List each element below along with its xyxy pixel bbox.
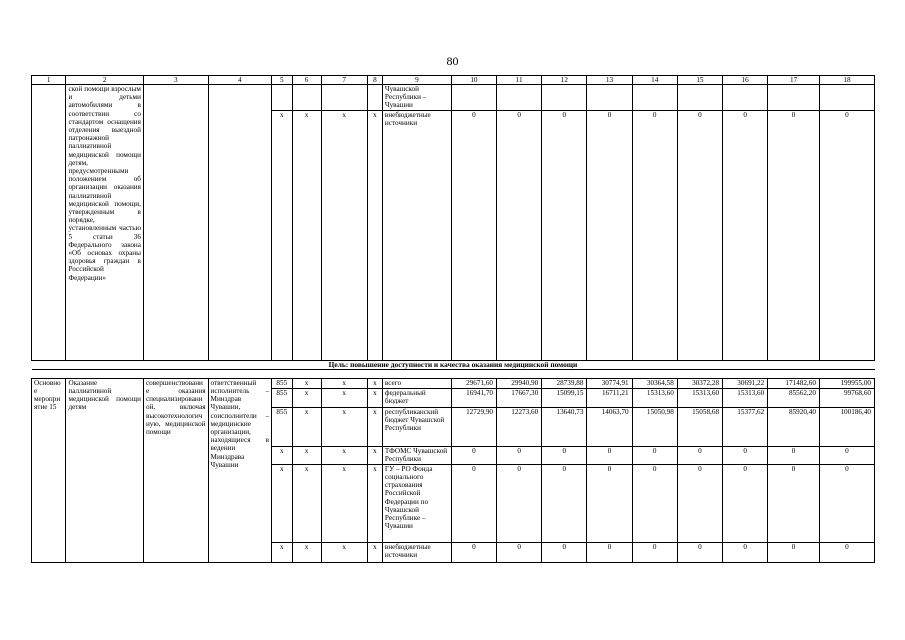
cell <box>451 85 496 111</box>
column-number: 8 <box>367 76 382 85</box>
column-number: 4 <box>208 76 272 85</box>
code-cell: x <box>292 446 321 464</box>
spacer <box>32 369 875 378</box>
amount-cell: 0 <box>542 110 587 360</box>
cell <box>542 85 587 111</box>
column-number: 3 <box>143 76 208 85</box>
cell <box>208 85 272 361</box>
amount-cell: 0 <box>677 464 722 542</box>
amount-cell: 16711,21 <box>587 388 632 407</box>
cell <box>768 85 820 111</box>
measure-description: ской помощи взрослым и детьми автомобилями в соответствии со стандартом оснащения отделения выездной патронажной паллиативной медицинской помощи детям, предусмотренными положением об организации оказания паллиативной медицинской помощи, утвержденным в порядке, установленным частью 5 статьи 36 Федерального закона «Об основах охраны здоровья граждан в Российской Федерации» <box>66 85 144 361</box>
cell <box>819 85 874 111</box>
goal-row <box>32 360 875 369</box>
cell <box>723 85 768 111</box>
table-row <box>32 378 875 388</box>
amount-cell: 0 <box>587 542 632 562</box>
amount-cell: 0 <box>723 464 768 542</box>
amount-cell: 0 <box>632 110 677 360</box>
amount-cell: 0 <box>723 110 768 360</box>
event-title: Основное мероприятие 15 <box>32 378 66 562</box>
amount-cell: 85562,20 <box>768 388 820 407</box>
amount-cell: 0 <box>451 110 496 360</box>
amount-cell: 0 <box>723 542 768 562</box>
column-number: 12 <box>542 76 587 85</box>
column-number: 18 <box>819 76 874 85</box>
funding-source: федеральный бюджет <box>382 388 451 407</box>
amount-cell: 0 <box>768 110 820 360</box>
code-cell: x <box>321 542 367 562</box>
amount-cell: 15050,98 <box>632 407 677 446</box>
event-executor: ответственный исполнитель – Минздрав Чувашии, соисполнители – медицинские организации, находящиеся в ведении Минздрава Чувашии <box>208 378 272 562</box>
cell <box>272 85 292 111</box>
cell <box>321 85 367 111</box>
column-number: 5 <box>272 76 292 85</box>
cell <box>32 85 66 361</box>
column-number: 10 <box>451 76 496 85</box>
column-number: 11 <box>497 76 542 85</box>
funding-source: ТФОМС Чувашской Республики <box>382 446 451 464</box>
amount-cell: 0 <box>497 464 542 542</box>
column-number: 7 <box>321 76 367 85</box>
amount-cell: 0 <box>451 542 496 562</box>
funding-source: Чувашской Республики – Чувашии <box>382 85 451 111</box>
column-number-row <box>32 76 875 85</box>
amount-cell: 15377,62 <box>723 407 768 446</box>
code-cell: x <box>321 407 367 446</box>
cell: x <box>292 110 321 360</box>
amount-cell: 29940,90 <box>497 378 542 388</box>
amount-cell: 29671,60 <box>451 378 496 388</box>
amount-cell: 100186,40 <box>819 407 874 446</box>
code-cell: x <box>272 446 292 464</box>
column-number: 13 <box>587 76 632 85</box>
amount-cell: 0 <box>819 110 874 360</box>
code-cell: 855 <box>272 388 292 407</box>
column-number: 15 <box>677 76 722 85</box>
amount-cell: 0 <box>819 446 874 464</box>
goal-heading: Цель: повышение доступности и качества оказания медицинской помощи <box>32 360 875 369</box>
amount-cell: 0 <box>542 446 587 464</box>
amount-cell: 0 <box>632 542 677 562</box>
amount-cell: 0 <box>542 542 587 562</box>
amount-cell: 15313,60 <box>632 388 677 407</box>
amount-cell: 15099,15 <box>542 388 587 407</box>
amount-cell: 0 <box>587 446 632 464</box>
table-row <box>32 85 875 111</box>
amount-cell: 14063,70 <box>587 407 632 446</box>
code-cell: x <box>367 388 382 407</box>
code-cell: x <box>292 407 321 446</box>
code-cell: x <box>292 388 321 407</box>
column-number: 1 <box>32 76 66 85</box>
column-number: 6 <box>292 76 321 85</box>
code-cell: x <box>321 464 367 542</box>
amount-cell: 0 <box>451 446 496 464</box>
amount-cell: 0 <box>497 542 542 562</box>
amount-cell: 85920,40 <box>768 407 820 446</box>
cell: x <box>321 110 367 360</box>
amount-cell: 171482,60 <box>768 378 820 388</box>
amount-cell: 0 <box>677 446 722 464</box>
amount-cell: 12729,90 <box>451 407 496 446</box>
column-number: 9 <box>382 76 451 85</box>
cell: x <box>272 110 292 360</box>
amount-cell: 99768,60 <box>819 388 874 407</box>
cell <box>143 85 208 361</box>
funding-source: внебюджетные источники <box>382 110 451 360</box>
code-cell: x <box>367 378 382 388</box>
code-cell: x <box>292 464 321 542</box>
amount-cell: 0 <box>677 110 722 360</box>
column-number: 17 <box>768 76 820 85</box>
code-cell: x <box>367 464 382 542</box>
code-cell: x <box>321 378 367 388</box>
amount-cell: 0 <box>542 464 587 542</box>
event-goal: совершенствование оказания специализированной, включая высокотехнологичную, медицинской помощи <box>143 378 208 562</box>
amount-cell: 0 <box>819 464 874 542</box>
amount-cell: 0 <box>451 464 496 542</box>
code-cell: x <box>272 542 292 562</box>
code-cell: x <box>367 407 382 446</box>
amount-cell: 0 <box>819 542 874 562</box>
amount-cell: 0 <box>632 464 677 542</box>
code-cell: x <box>292 378 321 388</box>
funding-source: ГУ – РО Фонда социального страхования Российской Федерации по Чувашской Республике – Чувашии <box>382 464 451 542</box>
amount-cell: 0 <box>587 464 632 542</box>
column-number: 16 <box>723 76 768 85</box>
event-name: Оказание паллиативной медицинской помощи детям <box>66 378 144 562</box>
funding-source: республиканский бюджет Чувашской Республики <box>382 407 451 446</box>
amount-cell: 0 <box>587 110 632 360</box>
amount-cell: 0 <box>677 542 722 562</box>
program-table <box>31 75 875 563</box>
funding-source: внебюджетные источники <box>382 542 451 562</box>
amount-cell: 30774,91 <box>587 378 632 388</box>
cell <box>292 85 321 111</box>
code-cell: x <box>321 446 367 464</box>
code-cell: x <box>367 542 382 562</box>
cell <box>677 85 722 111</box>
code-cell: 855 <box>272 378 292 388</box>
code-cell: x <box>367 446 382 464</box>
amount-cell: 0 <box>497 446 542 464</box>
amount-cell: 0 <box>768 542 820 562</box>
amount-cell: 0 <box>768 464 820 542</box>
amount-cell: 30364,58 <box>632 378 677 388</box>
amount-cell: 30691,22 <box>723 378 768 388</box>
funding-source: всего <box>382 378 451 388</box>
cell <box>632 85 677 111</box>
code-cell: 855 <box>272 407 292 446</box>
amount-cell: 0 <box>768 446 820 464</box>
cell <box>497 85 542 111</box>
amount-cell: 13640,73 <box>542 407 587 446</box>
amount-cell: 199955,00 <box>819 378 874 388</box>
amount-cell: 30372,28 <box>677 378 722 388</box>
amount-cell: 12273,60 <box>497 407 542 446</box>
code-cell: x <box>272 464 292 542</box>
code-cell: x <box>292 542 321 562</box>
amount-cell: 0 <box>497 110 542 360</box>
cell: x <box>367 110 382 360</box>
amount-cell: 28739,88 <box>542 378 587 388</box>
cell <box>587 85 632 111</box>
amount-cell: 0 <box>632 446 677 464</box>
amount-cell: 15313,60 <box>723 388 768 407</box>
amount-cell: 16941,70 <box>451 388 496 407</box>
column-number: 14 <box>632 76 677 85</box>
spacer-row <box>32 369 875 378</box>
cell <box>367 85 382 111</box>
code-cell: x <box>321 388 367 407</box>
page-number: 80 <box>446 54 459 68</box>
column-number: 2 <box>66 76 144 85</box>
amount-cell: 15313,60 <box>677 388 722 407</box>
amount-cell: 17667,30 <box>497 388 542 407</box>
amount-cell: 0 <box>723 446 768 464</box>
amount-cell: 15058,68 <box>677 407 722 446</box>
